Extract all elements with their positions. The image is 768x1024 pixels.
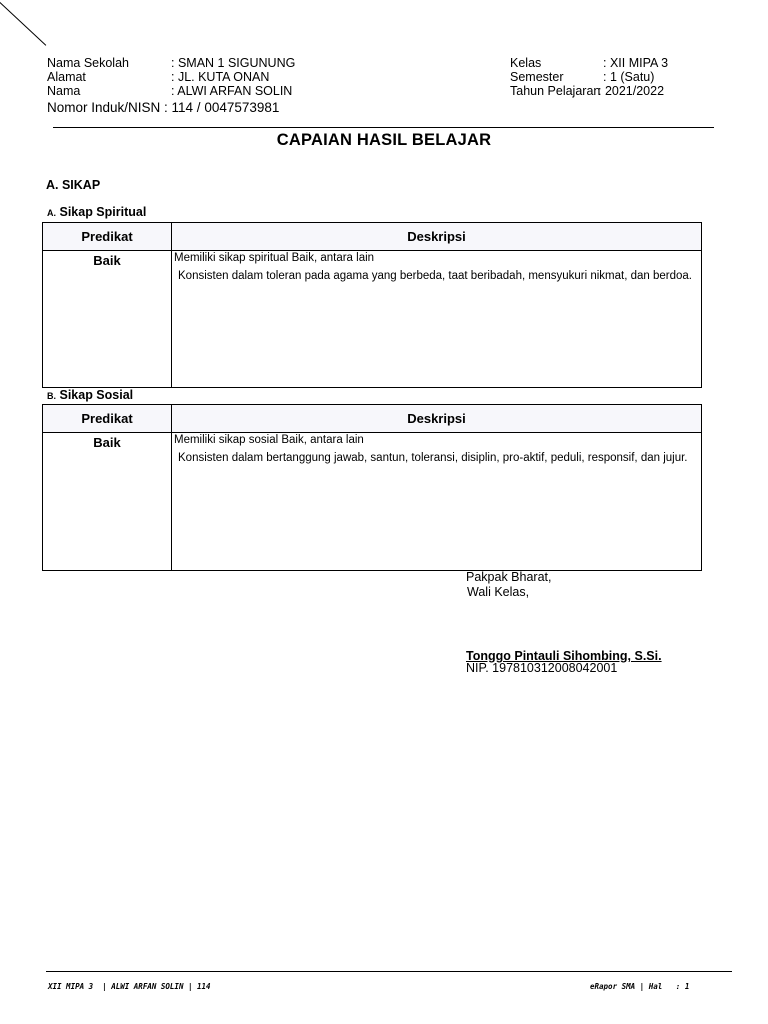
subsection-heading-spiritual (47, 205, 146, 219)
description-body: Konsisten dalam bertanggung jawab, santun, toleransi, disiplin, pro-aktif, peduli, responsif, dan jujur. (178, 452, 688, 464)
spiritual-table (42, 222, 702, 388)
subsection-letter: B. (47, 391, 56, 401)
sosial-table (42, 404, 702, 571)
info-row-class (510, 56, 669, 70)
subsection-heading-sosial (47, 388, 133, 402)
info-label: Nama (47, 84, 81, 98)
corner-diagonal-line (0, 0, 46, 46)
signer-name: Tonggo Pintauli Sihombing, S.Si. (466, 649, 662, 663)
column-header-deskripsi: Deskripsi (172, 223, 702, 251)
footer-divider (46, 971, 732, 972)
description-cell (172, 251, 702, 388)
signature-role: Wali Kelas, (467, 585, 530, 599)
class-info (510, 56, 669, 98)
info-label: Tahun Pelajaran (510, 84, 601, 98)
info-value: : 2021/2022 (598, 84, 665, 98)
description-intro: Memiliki sikap spiritual Baik, antara lain (174, 252, 375, 264)
subsection-title: Sikap Sosial (59, 388, 134, 402)
column-header-predikat: Predikat (43, 223, 172, 251)
description-body: Konsisten dalam toleran pada agama yang berbeda, taat beribadah, mensyukuri nikmat, dan berdoa. (178, 270, 692, 282)
info-row-semester (510, 70, 655, 84)
info-label: Kelas (510, 56, 542, 70)
footer-right: eRapor SMA | Hal : 1 (590, 982, 690, 991)
info-value: : ALWI ARFAN SOLIN (171, 84, 293, 98)
info-label: Semester (510, 70, 564, 84)
info-label: Nama Sekolah (47, 56, 129, 70)
description-cell (172, 433, 702, 571)
column-header-deskripsi: Deskripsi (172, 405, 702, 433)
page-title: CAPAIAN HASIL BELAJAR (276, 131, 492, 149)
info-value: : 1 (Satu) (603, 70, 655, 84)
table-row (43, 251, 702, 388)
nisn-line: Nomor Induk/NISN : 114 / 0047573981 (47, 100, 280, 115)
info-row-year (510, 84, 665, 98)
table-header-row (43, 405, 702, 433)
school-info (47, 56, 296, 98)
table-header-row (43, 223, 702, 251)
info-value: : SMAN 1 SIGUNUNG (171, 56, 296, 70)
predikat-value: Baik (43, 251, 172, 388)
column-header-predikat: Predikat (43, 405, 172, 433)
info-row-address (47, 70, 270, 84)
info-value: : XII MIPA 3 (603, 56, 669, 70)
header-divider (53, 127, 714, 128)
signature-place: Pakpak Bharat, (466, 570, 552, 584)
info-value: : JL. KUTA ONAN (171, 70, 270, 84)
description-intro: Memiliki sikap sosial Baik, antara lain (174, 434, 364, 446)
predikat-value: Baik (43, 433, 172, 571)
subsection-letter: A. (47, 208, 56, 218)
info-row-name (47, 84, 293, 98)
table-row (43, 433, 702, 571)
signer-nip: NIP. 197810312008042001 (466, 661, 618, 675)
subsection-title: Sikap Spiritual (59, 205, 147, 219)
section-heading-sikap: A. SIKAP (46, 178, 101, 192)
info-label: Alamat (47, 70, 86, 84)
info-row-school (47, 56, 296, 70)
footer-left: XII MIPA 3 | ALWI ARFAN SOLIN | 114 (48, 982, 211, 991)
